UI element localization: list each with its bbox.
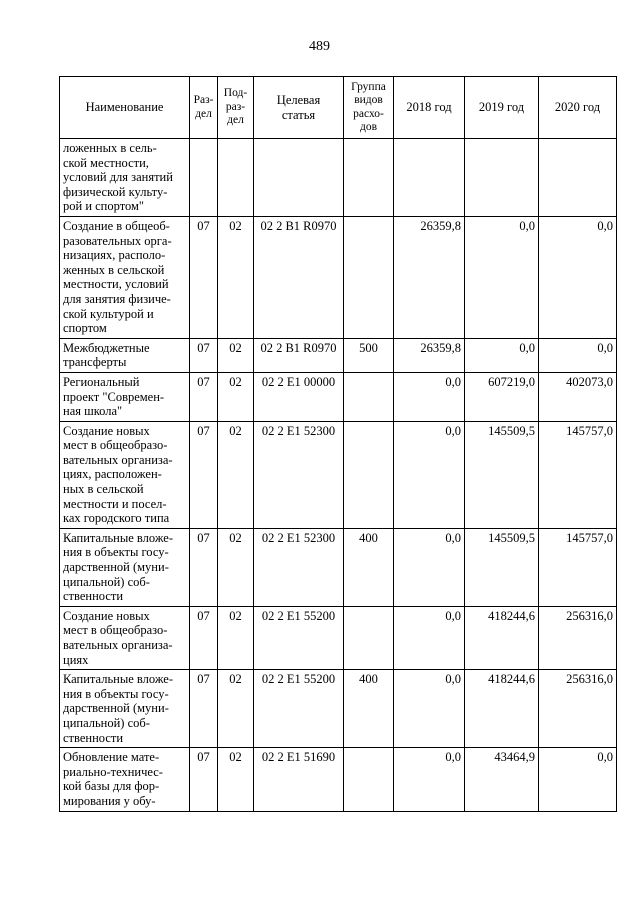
cell-y2019: 418244,6 <box>465 670 539 748</box>
cell-razdel: 07 <box>190 670 218 748</box>
cell-article: 02 2 E1 51690 <box>254 748 344 811</box>
cell-group: 400 <box>344 670 394 748</box>
cell-razdel: 07 <box>190 338 218 372</box>
cell-podrazdel: 02 <box>218 421 254 528</box>
header-2020: 2020 год <box>539 77 617 139</box>
cell-y2018: 0,0 <box>394 528 465 606</box>
cell-article: 02 2 E1 52300 <box>254 528 344 606</box>
cell-y2019: 0,0 <box>465 216 539 338</box>
cell-article <box>254 139 344 217</box>
cell-razdel: 07 <box>190 748 218 811</box>
header-row <box>60 77 617 139</box>
header-podrazdel: Под- раз- дел <box>218 77 254 139</box>
cell-y2020 <box>539 139 617 217</box>
table-row <box>60 606 617 669</box>
cell-group <box>344 216 394 338</box>
cell-name: ложенных в сель- ской местности, условий для занятий физической культу- рой и спортом" <box>60 139 190 217</box>
budget-table <box>59 76 617 812</box>
cell-name: Создание новых мест в общеобразо- вательных организа- циях <box>60 606 190 669</box>
cell-razdel: 07 <box>190 528 218 606</box>
cell-group <box>344 139 394 217</box>
cell-y2020: 145757,0 <box>539 528 617 606</box>
cell-article: 02 2 B1 R0970 <box>254 216 344 338</box>
table-row <box>60 670 617 748</box>
header-article: Целевая статья <box>254 77 344 139</box>
cell-y2019 <box>465 139 539 217</box>
cell-group <box>344 421 394 528</box>
table-row <box>60 372 617 421</box>
cell-y2019: 418244,6 <box>465 606 539 669</box>
cell-razdel <box>190 139 218 217</box>
cell-podrazdel <box>218 139 254 217</box>
cell-y2020: 0,0 <box>539 748 617 811</box>
cell-article: 02 2 E1 55200 <box>254 670 344 748</box>
cell-group: 400 <box>344 528 394 606</box>
header-2019: 2019 год <box>465 77 539 139</box>
cell-y2018: 26359,8 <box>394 338 465 372</box>
cell-group <box>344 606 394 669</box>
cell-y2018: 0,0 <box>394 670 465 748</box>
cell-podrazdel: 02 <box>218 670 254 748</box>
cell-razdel: 07 <box>190 216 218 338</box>
header-name: Наименование <box>60 77 190 139</box>
cell-y2018: 26359,8 <box>394 216 465 338</box>
cell-article: 02 2 E1 00000 <box>254 372 344 421</box>
cell-name: Создание в общеоб- разовательных орга- низациях, располо- женных в сельской местности, условий для занятия физиче- ской культурой и спортом <box>60 216 190 338</box>
cell-y2018: 0,0 <box>394 372 465 421</box>
table-row <box>60 338 617 372</box>
table-row <box>60 216 617 338</box>
cell-podrazdel: 02 <box>218 372 254 421</box>
cell-y2020: 256316,0 <box>539 670 617 748</box>
cell-name: Капитальные вложе- ния в объекты госу- дарственной (муни- ципальной) соб- ственности <box>60 528 190 606</box>
cell-y2018: 0,0 <box>394 748 465 811</box>
cell-y2020: 0,0 <box>539 216 617 338</box>
cell-group <box>344 748 394 811</box>
cell-y2020: 402073,0 <box>539 372 617 421</box>
cell-podrazdel: 02 <box>218 606 254 669</box>
cell-y2020: 256316,0 <box>539 606 617 669</box>
table-row <box>60 421 617 528</box>
cell-name: Обновление мате- риально-техничес- кой базы для фор- мирования у обу- <box>60 748 190 811</box>
cell-name: Создание новых мест в общеобразо- вательных организа- циях, расположен- ных в сельской местности и посел- ках городского типа <box>60 421 190 528</box>
cell-y2020: 0,0 <box>539 338 617 372</box>
page-number: 489 <box>309 39 330 54</box>
table-row <box>60 748 617 811</box>
header-razdel: Раз- дел <box>190 77 218 139</box>
cell-article: 02 2 E1 52300 <box>254 421 344 528</box>
cell-article: 02 2 E1 55200 <box>254 606 344 669</box>
cell-y2018 <box>394 139 465 217</box>
cell-razdel: 07 <box>190 606 218 669</box>
header-2018: 2018 год <box>394 77 465 139</box>
cell-name: Межбюджетные трансферты <box>60 338 190 372</box>
table-row <box>60 139 617 217</box>
cell-y2019: 607219,0 <box>465 372 539 421</box>
cell-podrazdel: 02 <box>218 338 254 372</box>
cell-group: 500 <box>344 338 394 372</box>
cell-y2018: 0,0 <box>394 606 465 669</box>
cell-y2019: 43464,9 <box>465 748 539 811</box>
cell-article: 02 2 B1 R0970 <box>254 338 344 372</box>
header-group: Группа видов расхо- дов <box>344 77 394 139</box>
table-row <box>60 528 617 606</box>
cell-razdel: 07 <box>190 421 218 528</box>
cell-group <box>344 372 394 421</box>
cell-podrazdel: 02 <box>218 528 254 606</box>
cell-name: Капитальные вложе- ния в объекты госу- дарственной (муни- ципальной) соб- ственности <box>60 670 190 748</box>
table-body <box>60 139 617 812</box>
cell-y2018: 0,0 <box>394 421 465 528</box>
cell-razdel: 07 <box>190 372 218 421</box>
cell-y2019: 145509,5 <box>465 528 539 606</box>
cell-podrazdel: 02 <box>218 748 254 811</box>
cell-y2019: 145509,5 <box>465 421 539 528</box>
cell-name: Региональный проект "Современ- ная школа" <box>60 372 190 421</box>
cell-y2019: 0,0 <box>465 338 539 372</box>
cell-y2020: 145757,0 <box>539 421 617 528</box>
cell-podrazdel: 02 <box>218 216 254 338</box>
